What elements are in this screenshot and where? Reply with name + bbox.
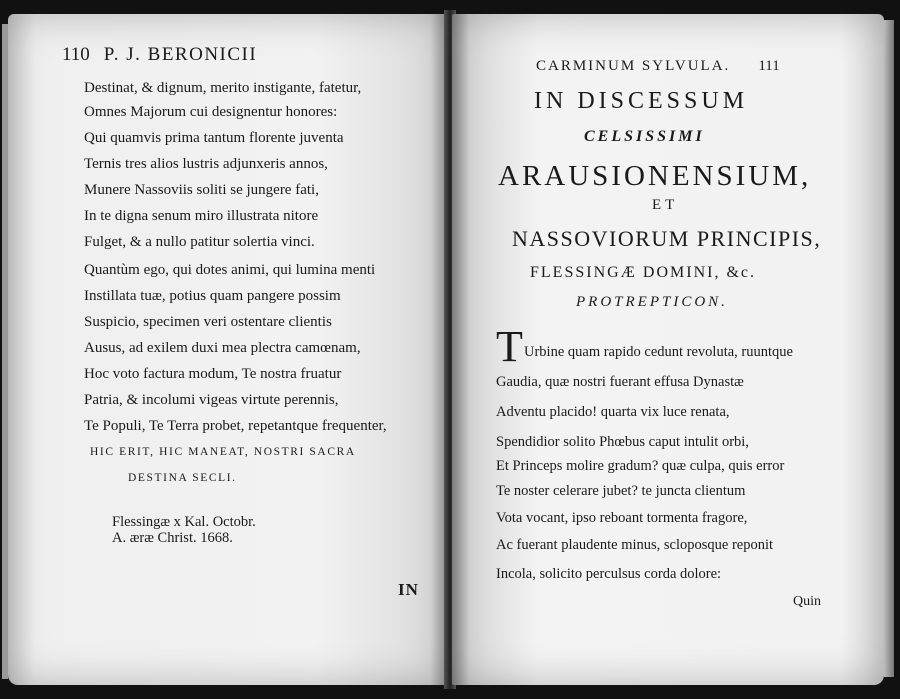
- left-place-date: A. æræ Christ. 1668.: [112, 530, 233, 546]
- right-catchword: Quin: [793, 594, 821, 609]
- left-verse-line: Patria, & incolumi vigeas virtute perennis,: [84, 392, 339, 408]
- left-verse-line: Instillata tuæ, potius quam pangere possim: [84, 288, 341, 304]
- left-running-head: [62, 44, 257, 66]
- left-verse-line: Fulget, & a nullo patitur solertia vinci.: [84, 234, 315, 250]
- title-line-flessingae: FLESSINGÆ DOMINI, &c.: [530, 264, 756, 281]
- left-verse-line: In te digna senum miro illustrata nitore: [84, 208, 319, 224]
- right-verse-line: Urbine quam rapido cedunt revoluta, ruuntque: [524, 344, 793, 360]
- left-place-date: Flessingæ x Kal. Octobr.: [112, 514, 256, 530]
- left-verse-line: Qui quamvis prima tantum florente juventa: [84, 130, 344, 146]
- right-running-head: [536, 58, 780, 75]
- title-line-protrepticon: PROTREPTICON.: [576, 294, 728, 310]
- right-verse-line: Spendidior solito Phœbus caput intulit orbi,: [496, 434, 749, 450]
- left-verse-line: Quantùm ego, qui dotes animi, qui lumina menti: [84, 262, 376, 278]
- left-verse-line: Te Populi, Te Terra probet, repetantque frequenter,: [84, 418, 387, 434]
- right-page-edge: [884, 20, 894, 677]
- right-verse-line: Vota vocant, ipso reboant tormenta fragore,: [496, 510, 748, 526]
- left-verse-line: Munere Nassoviis soliti se jungere fati,: [84, 182, 319, 198]
- left-catchword: IN: [398, 580, 419, 599]
- left-verse-line: Suspicio, specimen veri ostentare clientis: [84, 314, 332, 330]
- right-verse-line: Ac fuerant plaudente minus, scloposque reponit: [496, 537, 774, 553]
- right-verse-line: Te noster celerare jubet? te juncta clientum: [496, 483, 746, 499]
- title-line-discessum: IN DISCESSUM: [534, 88, 749, 114]
- left-verse-line: Omnes Majorum cui designentur honores:: [84, 104, 338, 120]
- right-verse-line: Et Princeps molire gradum? quæ culpa, quis error: [496, 458, 785, 474]
- right-running-head-text: CARMINUM SYLVULA.: [536, 58, 731, 74]
- left-closing-line: DESTINA SECLI.: [128, 472, 237, 484]
- left-running-head-text: P. J. BERONICII: [103, 44, 258, 65]
- left-closing-line: HIC ERIT, HIC MANEAT, NOSTRI SACRA: [90, 446, 356, 458]
- title-line-nassoviorum: NASSOVIORUM PRINCIPIS,: [512, 226, 822, 251]
- right-verse-line: Gaudia, quæ nostri fuerant effusa Dynastæ: [496, 374, 744, 390]
- left-verse-line: Ternis tres alios lustris adjunxeris annos,: [84, 156, 328, 172]
- right-page-number: 111: [758, 58, 780, 74]
- title-line-arausionensium: ARAUSIONENSIUM,: [498, 160, 812, 192]
- left-verse-line: Ausus, ad exilem duxi mea plectra camœnam,: [84, 340, 361, 356]
- right-verse-line: Incola, solicito perculsus corda dolore:: [496, 566, 722, 582]
- title-line-et: ET: [652, 197, 679, 213]
- right-verse-line: Adventu placido! quarta vix luce renata,: [496, 404, 730, 420]
- left-verse-line: Hoc voto factura modum, Te nostra fruatur: [84, 366, 342, 382]
- left-verse-line: Destinat, & dignum, merito instigante, fatetur,: [84, 80, 362, 96]
- drop-cap: T: [496, 322, 523, 371]
- title-line-celsissimi: CELSISSIMI: [584, 128, 705, 145]
- left-page-number: 110: [62, 44, 90, 65]
